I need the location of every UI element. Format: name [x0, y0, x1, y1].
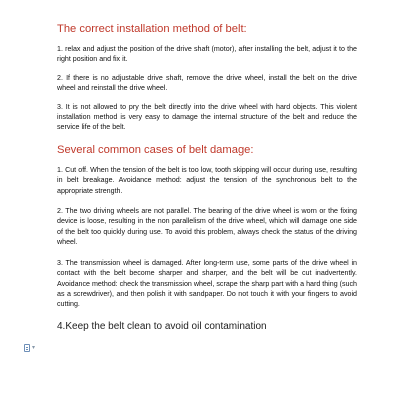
paste-options-icon[interactable] [24, 343, 42, 353]
install-step-3: 3. It is not allowed to pry the belt directly into the drive wheel with hard objects. This violent installation method is very easy to damage the internal structure of the belt and reduce the service life of the belt. [57, 102, 357, 132]
install-step-2: 2. If there is no adjustable drive shaft, remove the drive wheel, install the belt on the drive wheel and reinstall the drive wheel. [57, 73, 357, 93]
document-icon [24, 344, 30, 352]
damage-heading: Several common cases of belt damage: [57, 143, 254, 156]
install-step-1: 1. relax and adjust the position of the drive shaft (motor), after installing the belt, adjust it to the right position and fix it. [57, 45, 357, 64]
installation-heading: The correct installation method of belt: [57, 23, 247, 35]
damage-case-3: 3. The transmission wheel is damaged. After long-term use, some parts of the drive wheel in contact with the belt become sharper and sharper, and the belt will be cut inadvertently. Avoidance method: check the transmission wheel, scrape the sharp part with a hard thing (such as a screwdriver), and then polish it with sandpaper. Do not touch it with your fingers to avoid cutting. [57, 258, 357, 309]
clean-belt-heading: 4.Keep the belt clean to avoid oil contamination [57, 320, 267, 332]
chevron-down-icon: ▾ [32, 345, 36, 351]
damage-case-1: 1. Cut off. When the tension of the belt is too low, tooth skipping will occur during use, resulting in belt breakage. Avoidance method: adjust the tension of the synchronous belt to the appropriate strength. [57, 165, 357, 195]
document-content [57, 22, 357, 342]
damage-case-2: 2. The two driving wheels are not parallel. The bearing of the drive wheel is worn or the fixing device is loose, resulting in the non parallelism of the drive wheel, which will damage one side of the belt too quickly during use. To avoid this problem, always check the status of the driving wheel. [57, 207, 357, 247]
